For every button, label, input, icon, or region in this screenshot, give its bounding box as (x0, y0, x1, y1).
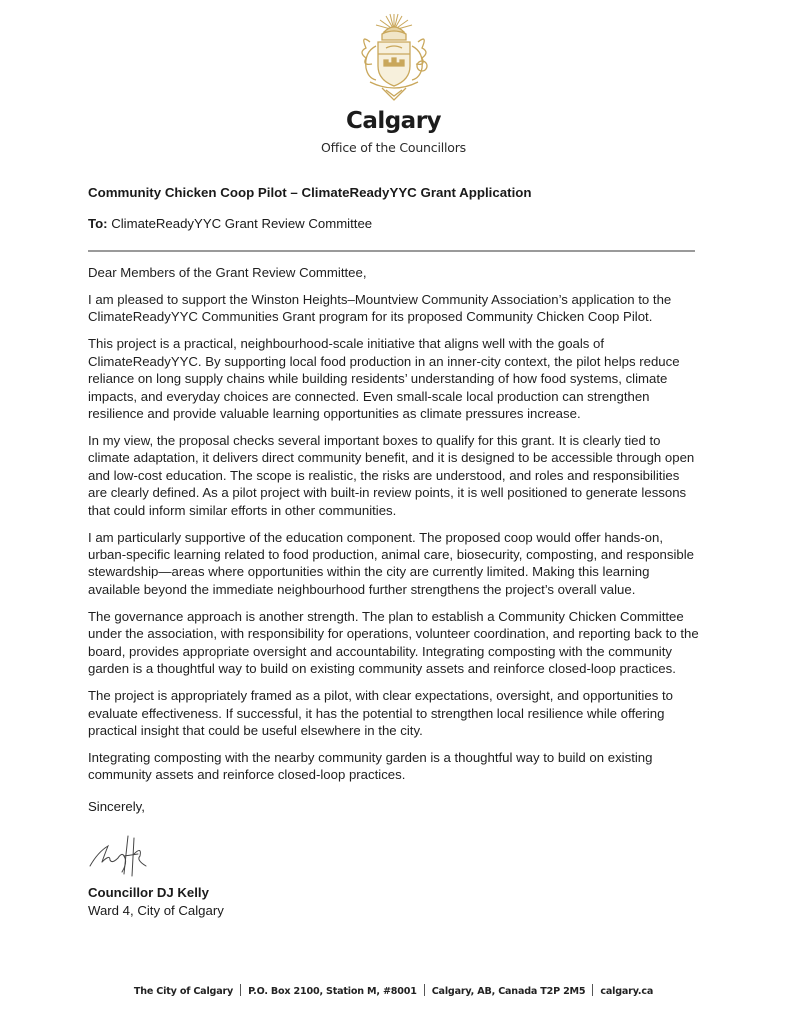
paragraph: The governance approach is another strength. The plan to establish a Community Chicken Committee under the association, with responsibility for operations, volunteer coordination, and reporting back to the board, provides appropriate oversight and accountability. Integrating composting with the community garden is a thoughtful way to build on existing community assets and reinforce closed-loop practices. (88, 608, 699, 677)
signature-icon (88, 832, 168, 878)
signer-title: Ward 4, City of Calgary (88, 903, 224, 918)
paragraph: I am pleased to support the Winston Heights–Mountview Community Association’s application to the ClimateReadyYYC Communities Grant program for its proposed Community Chicken Coop Pilot. (88, 292, 672, 325)
paragraph: I am particularly supportive of the education component. The proposed coop would offer hands-on, urban-specific learning related to food production, animal care, biosecurity, composting, and responsible stewardship—areas where opportunities within the city are currently limited. Making this learning available beyond the immediate neighbourhood further strengthens the project’s overall value. (88, 529, 694, 597)
paragraph: This project is a practical, neighbourhood-scale initiative that aligns well with the goals of ClimateReadyYYC. By supporting local food production in an inner-city context, the pilot helps reduce reliance on long supply chains while building residents’ understanding of how food systems, climate impacts, and everyday choices are connected. Even small-scale local production can strengthen resilience and provide valuable learning opportunities as climate pressures increase. (88, 336, 680, 422)
paragraph: The project is appropriately framed as a pilot, with clear expectations, oversight, and opportunities to evaluate effectiveness. If successful, it has the potential to strengthen local resilience while offering practical insight that could be useful elsewhere in the city. (88, 688, 673, 738)
footer-website-link[interactable]: calgary.ca (600, 986, 654, 997)
footer-address (0, 984, 787, 997)
footer-separator (240, 984, 241, 996)
coat-of-arms-icon (352, 8, 436, 104)
footer-separator (592, 984, 593, 996)
recipient-value: ClimateReadyYYC Grant Review Committee (111, 216, 373, 232)
signer-name: Councillor DJ Kelly (88, 885, 209, 900)
recipient-line (88, 215, 700, 232)
paragraph: Integrating composting with the nearby community garden is a thoughtful way to build on existing community assets and reinforce closed-loop practices. (88, 749, 653, 783)
brand-wordmark: Calgary (345, 108, 442, 134)
paragraph: In my view, the proposal checks several important boxes to qualify for this grant. It is clearly tied to climate adaptation, it delivers direct community benefit, and it is designed to be accessible through open and low-cost education. The scope is realistic, the risks are understood, and roles and responsibilities are clearly defined. As a pilot project with built-in review points, it is well positioned to generate lessons that could inform similar efforts in other communities. (88, 433, 695, 518)
letter-header (88, 184, 700, 233)
footer-po-box: P.O. Box 2100, Station M, #8001 (248, 986, 417, 997)
footer-separator (424, 984, 425, 996)
header-divider (88, 250, 695, 252)
letterhead (0, 8, 787, 155)
recipient-label: To: (88, 216, 108, 232)
footer-organization: The City of Calgary (133, 986, 234, 997)
office-name: Office of the Councillors (321, 140, 466, 155)
valediction: Sincerely, (88, 799, 145, 814)
footer-city-postal: Calgary, AB, Canada T2P 2M5 (431, 986, 586, 997)
subject-line: Community Chicken Coop Pilot – ClimateReadyYYC Grant Application (88, 185, 532, 200)
salutation: Dear Members of the Grant Review Committee, (88, 265, 367, 280)
letter-body (88, 264, 700, 793)
